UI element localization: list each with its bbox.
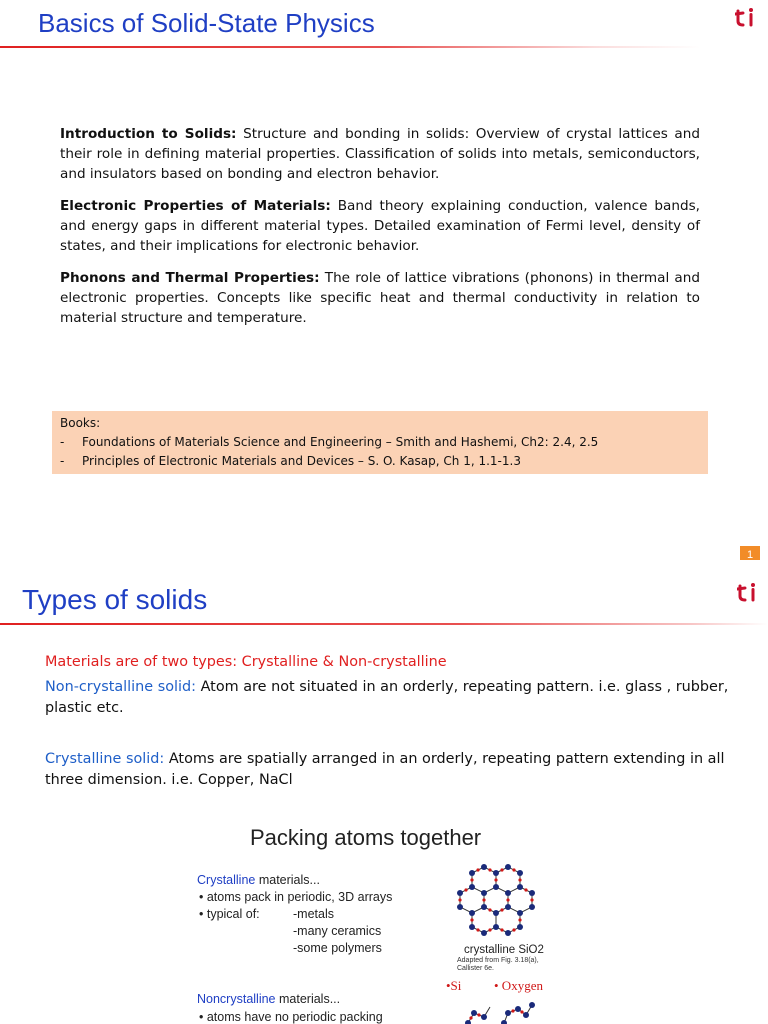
crystalline-word: Crystalline <box>197 873 256 887</box>
noncrystalline-sio2-structure-icon <box>460 1001 550 1024</box>
topic-text: Band theory explaining conduction, valence bands, and energy gaps in different material types. Detailed examination of Fermi level, density of states, and their implications for electronic behavior. <box>60 198 700 254</box>
ti-logo-icon <box>735 6 757 28</box>
ti-logo-icon <box>737 581 759 603</box>
book-title: Foundations of Materials Science and Engineering – Smith and Hashemi, Ch2: 2.4, 2.5 <box>82 435 599 449</box>
crystalline-label: Crystalline solid: <box>45 751 165 767</box>
topic-paragraph <box>60 124 700 184</box>
noncrystalline-rest: materials... <box>275 992 341 1006</box>
figure-caption: crystalline SiO2 <box>464 944 544 956</box>
noncrystalline-bullet: • atoms have no periodic packing <box>199 1010 383 1024</box>
crystalline-text: Atoms are spatially arranged in an orderly, repeating pattern extending in all three dimension. i.e. Copper, NaCl <box>45 751 725 788</box>
title-underline <box>0 46 700 48</box>
topic-text: Structure and bonding in solids: Overview of crystal lattices and their role in defining material properties. Classification of solids into metals, semiconductors, and insulators based on bonding and electron behavior. <box>60 126 700 182</box>
figure-title: Packing atoms together <box>250 825 482 850</box>
books-box <box>52 411 708 474</box>
page-number-badge: 1 <box>740 546 760 560</box>
crystalline-rest: materials... <box>255 873 320 887</box>
noncrystalline-word: Noncrystalline <box>197 992 276 1006</box>
typical-item: -some polymers <box>293 941 382 955</box>
slide-title: Types of solids <box>22 584 208 615</box>
crystalline-bullet: • atoms pack in periodic, 3D arrays <box>199 890 393 904</box>
packing-atoms-figure <box>192 817 582 1024</box>
legend-silicon: •Si <box>446 978 462 993</box>
slide-title: Basics of Solid-State Physics <box>38 8 375 38</box>
topic-heading: Electronic Properties of Materials: <box>60 198 331 214</box>
topic-text: The role of lattice vibrations (phonons) in thermal and electronic properties. Concepts like specific heat and thermal conductivity in relation to material structure and temperature. <box>60 270 701 326</box>
materials-intro: Materials are of two types: Crystalline & Non-crystalline <box>45 654 447 670</box>
crystalline-sio2-lattice-icon <box>454 861 546 941</box>
book-item: - Principles of Electronic Materials and Devices – S. O. Kasap, Ch 1, 1.1-1.3 <box>60 454 521 468</box>
noncrystalline-materials-heading <box>197 991 340 1008</box>
typical-item: -metals <box>293 907 334 921</box>
topic-paragraph <box>60 268 700 328</box>
book-title: Principles of Electronic Materials and Devices – S. O. Kasap, Ch 1, 1.1-1.3 <box>82 454 521 468</box>
crystalline-bullet: • typical of: <box>199 907 260 921</box>
legend-oxygen: • Oxygen <box>494 978 543 993</box>
books-label: Books: <box>60 416 101 430</box>
topic-heading: Phonons and Thermal Properties: <box>60 270 320 286</box>
noncrystalline-label: Non-crystalline solid: <box>45 679 197 695</box>
typical-item: -many ceramics <box>293 924 382 938</box>
title-underline <box>0 623 768 625</box>
noncrystalline-text: Atom are not situated in an orderly, repeating pattern. i.e. glass , rubber, plastic etc. <box>45 679 729 716</box>
figure-source: Callister 6e. <box>457 965 494 972</box>
noncrystalline-definition <box>45 677 735 719</box>
topic-paragraph <box>60 196 700 256</box>
topic-heading: Introduction to Solids: <box>60 126 237 142</box>
figure-source: Adapted from Fig. 3.18(a), <box>457 957 539 964</box>
crystalline-definition <box>45 749 735 791</box>
crystalline-materials-heading <box>197 872 320 889</box>
course-topics <box>60 124 700 340</box>
book-item: - Foundations of Materials Science and Engineering – Smith and Hashemi, Ch2: 2.4, 2.5 <box>60 435 599 449</box>
slide-2 <box>0 565 768 1024</box>
